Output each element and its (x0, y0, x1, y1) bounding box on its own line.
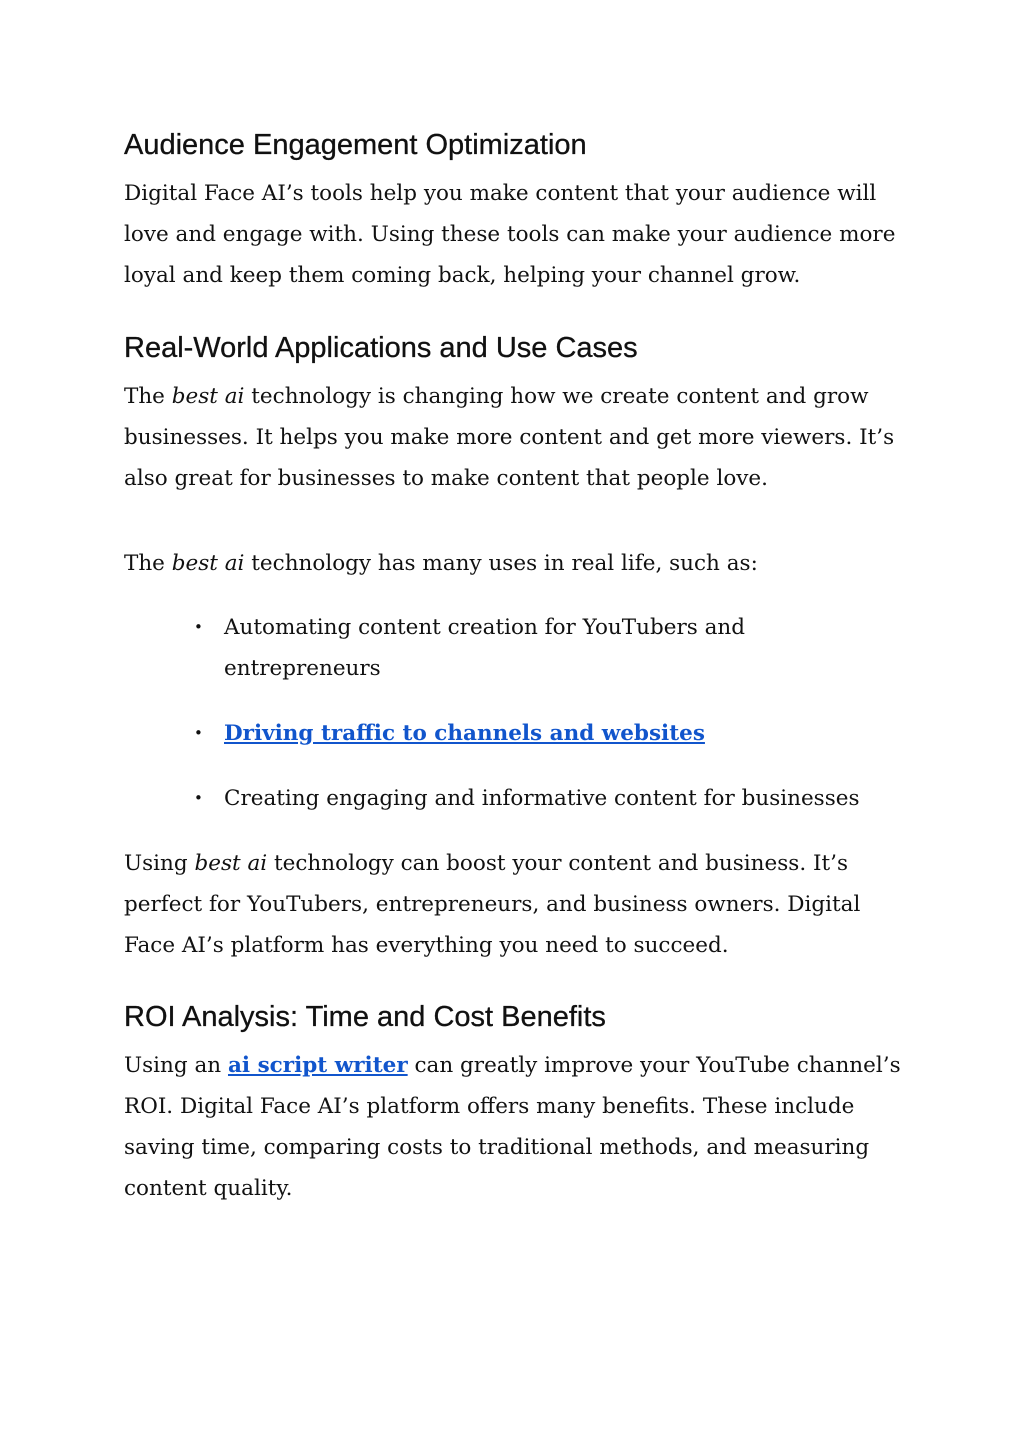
list-item-text: Automating content creation for YouTubers and entrepreneurs (224, 615, 746, 681)
text-segment: The (124, 551, 172, 576)
text-segment: technology has many uses in real life, such as: (244, 551, 758, 576)
article-body (124, 112, 904, 1209)
list-item (194, 607, 904, 689)
paragraph-applications-uses (124, 543, 904, 584)
text-segment: technology can boost your content and business. It’s perfect for YouTubers, entrepreneurs, and business owners. Digital Face AI’s platform has everything you need to succeed. (124, 851, 861, 958)
link-driving-traffic[interactable]: Driving traffic to channels and websites (224, 721, 705, 746)
text-segment: can greatly improve your YouTube channel’s ROI. Digital Face AI’s platform offers many benefits. These include saving time, comparing costs to traditional methods, and measuring content quality. (124, 1053, 901, 1201)
text-segment: The (124, 384, 172, 409)
bullet-icon: • (194, 618, 203, 636)
heading-real-world-applications: Real-World Applications and Use Cases (124, 332, 638, 364)
emphasis-best-ai: best ai (171, 384, 245, 409)
paragraph-roi (124, 1045, 904, 1209)
text-segment: Using (124, 851, 195, 876)
list-item-text: Creating engaging and informative content for businesses (224, 786, 860, 811)
heading-audience-engagement: Audience Engagement Optimization (124, 129, 587, 161)
use-cases-list (124, 607, 904, 819)
list-item (194, 778, 904, 819)
emphasis-best-ai: best ai (171, 551, 245, 576)
bullet-icon: • (194, 789, 203, 807)
link-ai-script-writer[interactable]: ai script writer (227, 1053, 408, 1078)
text-segment: technology is changing how we create content and grow businesses. It helps you make more content and get more viewers. It’s also great for businesses to make content that people love. (124, 384, 895, 491)
bullet-icon: • (194, 724, 203, 742)
text-segment: Using an (124, 1053, 228, 1078)
heading-roi-analysis: ROI Analysis: Time and Cost Benefits (124, 1001, 606, 1033)
emphasis-best-ai: best ai (194, 851, 268, 876)
list-item (194, 713, 904, 754)
paragraph-applications-intro (124, 376, 904, 499)
paragraph-applications-summary (124, 843, 904, 966)
paragraph-engagement: Digital Face AI’s tools help you make content that your audience will love and engage with. Using these tools can make your audience more loyal and keep them coming back, helping your channel grow. (124, 181, 896, 288)
